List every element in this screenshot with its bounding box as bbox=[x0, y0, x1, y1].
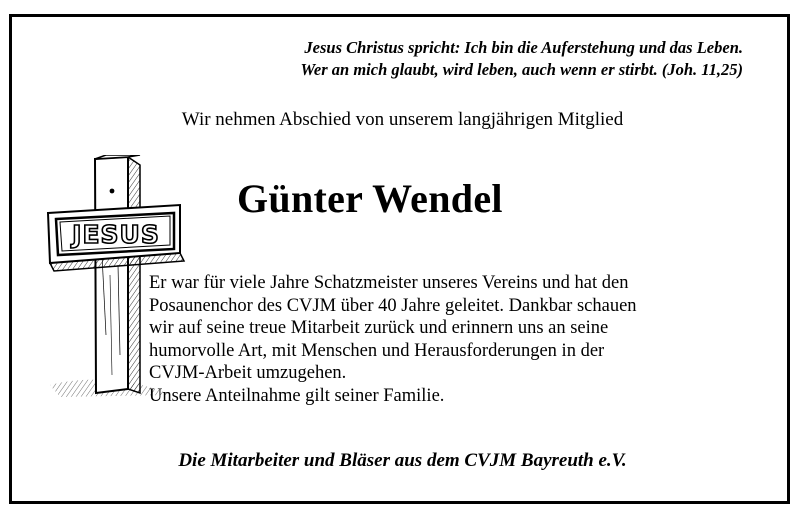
bible-quote-line-1: Jesus Christus spricht: Ich bin die Auferstehung und das Leben. bbox=[304, 38, 743, 57]
obituary-frame bbox=[9, 14, 790, 504]
intro-text: Wir nehmen Abschied von unserem langjährigen Mitglied bbox=[181, 109, 624, 130]
deceased-name: Günter Wendel bbox=[237, 176, 503, 221]
body-line: Unsere Anteilnahme gilt seiner Familie. bbox=[149, 385, 445, 406]
obituary-body bbox=[149, 272, 637, 408]
body-line: Er war für viele Jahre Schatzmeister unseres Vereins und hat den bbox=[149, 273, 629, 293]
cross-plaque-label: JESUS bbox=[72, 220, 160, 249]
bible-quote bbox=[300, 37, 743, 81]
body-line: Posaunenchor des CVJM über 40 Jahre geleitet. Dankbar schauen bbox=[149, 295, 637, 316]
body-line: humorvolle Art, mit Menschen und Herausforderungen in der bbox=[149, 340, 605, 361]
bible-quote-line-2: Wer an mich glaubt, wird leben, auch wenn er stirbt. (Joh. 11,25) bbox=[300, 60, 743, 79]
body-line: CVJM-Arbeit umzugehen. bbox=[149, 363, 347, 384]
signature: Die Mitarbeiter und Bläser aus dem CVJM Bayreuth e.V. bbox=[178, 450, 627, 471]
body-line: wir auf seine treue Mitarbeit zurück und erinnern uns an seine bbox=[149, 318, 609, 339]
